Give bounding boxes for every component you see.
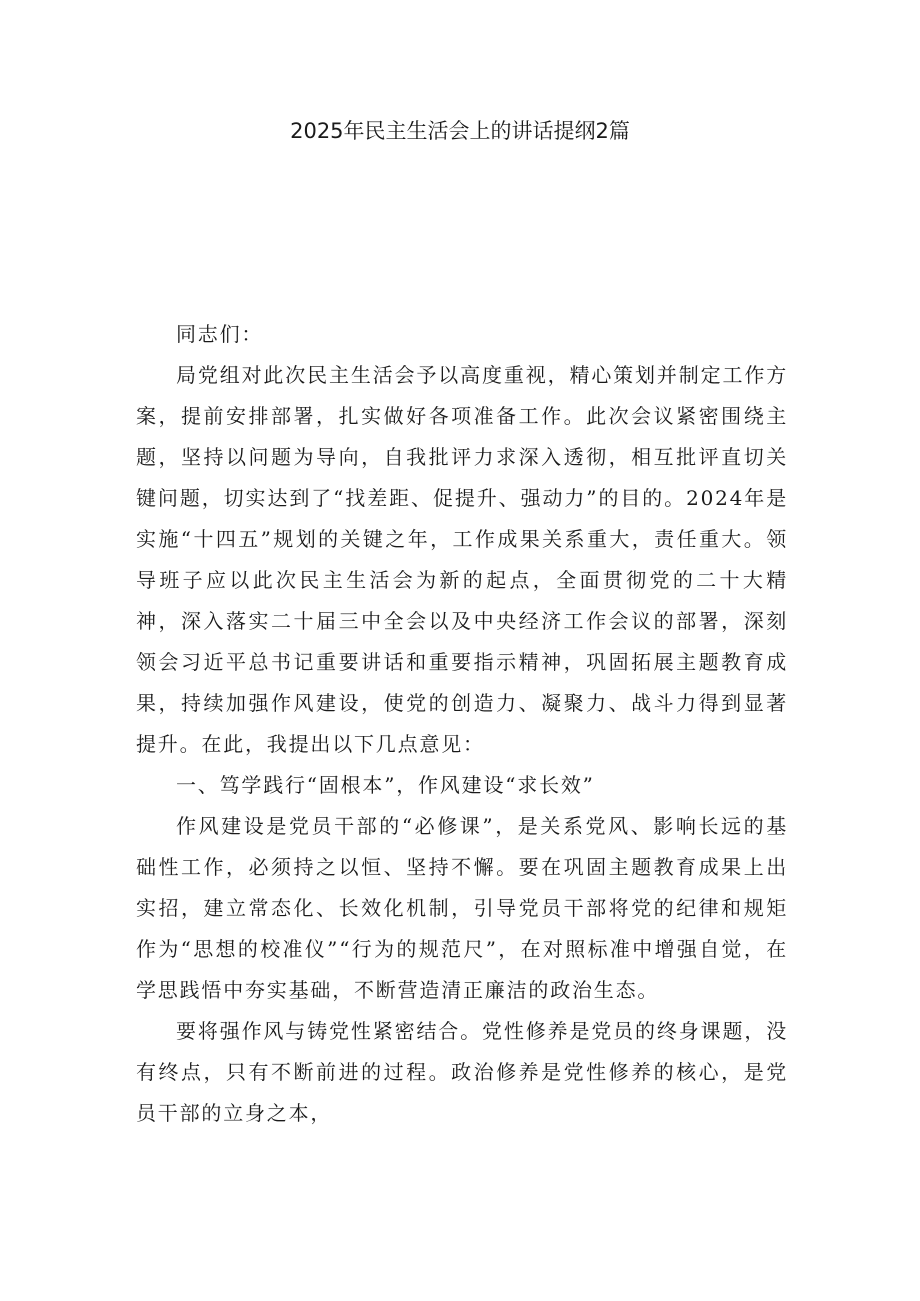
section-heading: 一、笃学践行“固根本”，作风建设“求长效”: [176, 773, 595, 797]
document-title: 2025年民主生活会上的讲话提纲2篇: [290, 119, 630, 143]
document-body: [136, 314, 788, 1134]
salutation-paragraph: 同志们：: [176, 322, 264, 346]
intro-paragraph: 局党组对此次民主生活会予以高度重视，精心策划并制定工作方案，提前安排部署，扎实做好各项准备工作。此次会议紧密围绕主题，坚持以问题为导向，自我批评力求深入透彻，相互批评直切关键问题，切实达到了“找差距、促提升、强动力”的目的。2024年是实施“十四五”规划的关键之年，工作成果关系重大，责任重大。领导班子应以此次民主生活会为新的起点，全面贯彻党的二十大精神，深入落实二十届三中全会以及中央经济工作会议的部署，深刻领会习近平总书记重要讲话和重要指示精神，巩固拓展主题教育成果，持续加强作风建设，使党的创造力、凝聚力、战斗力得到显著提升。在此，我提出以下几点意见：: [136, 363, 788, 756]
body-paragraph: 要将强作风与铸党性紧密结合。党性修养是党员的终身课题，没有终点，只有不断前进的过程。政治修养是党性修养的核心，是党员干部的立身之本，: [136, 1019, 788, 1125]
body-paragraph: 作风建设是党员干部的“必修课”，是关系党风、影响长远的基础性工作，必须持之以恒、坚持不懈。要在巩固主题教育成果上出实招，建立常态化、长效化机制，引导党员干部将党的纪律和规矩作为“思想的校准仪”“行为的规范尺”，在对照标准中增强自觉，在学思践悟中夯实基础，不断营造清正廉洁的政治生态。: [136, 814, 788, 1002]
